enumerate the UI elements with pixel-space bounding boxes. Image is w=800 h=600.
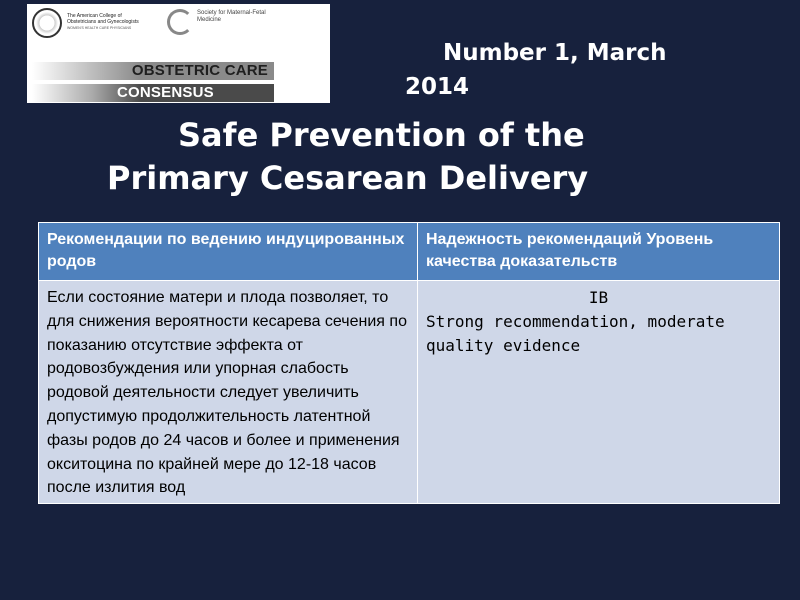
column-header-evidence-level: Надежность рекомендаций Уровень качества доказательств — [418, 223, 780, 281]
evidence-description: Strong recommendation, moderate quality evidence — [426, 311, 725, 355]
issue-date-line1: Number 1, March — [443, 40, 667, 66]
table-header-row — [39, 223, 780, 281]
evidence-grade: IB — [588, 288, 609, 307]
acog-seal-icon — [32, 8, 62, 38]
acog-tagline: WOMEN'S HEALTH CARE PHYSICIANS — [67, 26, 132, 30]
page-title-line2: Primary Cesarean Delivery — [107, 159, 589, 197]
smfm-logo-icon — [167, 9, 193, 35]
column-header-recommendations: Рекомендации по ведению индуцированных родов — [39, 223, 418, 281]
smfm-name: Society for Maternal-Fetal Medicine — [197, 10, 266, 23]
recommendation-text: Если состояние матери и плода позволяет, то для снижения вероятности кесарева сечения по показанию отсутствие эффекта от родовозбуждения или упорная слабость родовой деятельности следует увеличить допустимую продолжительность латентной фазы родов до 24 часов и более и применения окситоцина по крайней мере до 12-18 часов после излития вод — [39, 281, 418, 504]
evidence-cell — [418, 281, 780, 504]
acog-name: The American College of Obstetricians and Gynecologists WOMEN'S HEALTH CARE PHYSICIANS — [67, 13, 147, 31]
issue-date-line2: 2014 — [405, 74, 470, 100]
band-bottom-label: CONSENSUS — [117, 84, 214, 101]
publication-logo — [27, 4, 330, 103]
band-top-label: OBSTETRIC CARE — [131, 62, 268, 79]
obstetric-care-band — [32, 62, 274, 80]
recommendation-table — [38, 222, 780, 504]
consensus-band — [32, 84, 274, 102]
page-title-line1: Safe Prevention of the — [178, 116, 585, 154]
table-row — [39, 281, 780, 504]
